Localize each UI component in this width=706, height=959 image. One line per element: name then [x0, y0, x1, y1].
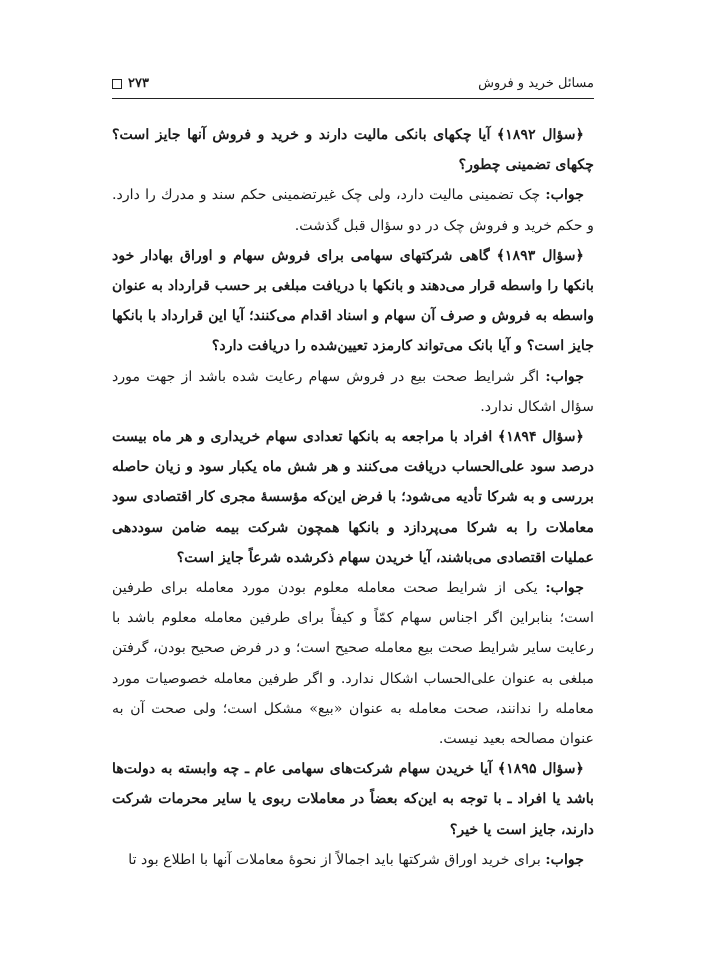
- answer-label: جواب:: [545, 187, 584, 204]
- answer-1893: [112, 362, 594, 422]
- answer-label: جواب:: [545, 368, 584, 385]
- answer-1893-text: اگر شرایط صحت بیع در فروش سهام رعایت شده باشد از جهت مورد سؤال اشکال ندارد.: [112, 368, 594, 415]
- question-1895: [112, 754, 594, 845]
- question-1892: [112, 120, 594, 180]
- page-number: [112, 76, 149, 91]
- question-1894: [112, 422, 594, 573]
- question-1894-text: ﴿سؤال ۱۸۹۴﴾ افراد با مراجعه به بانکها تعدادی سهام خریداری و هر ماه بیست درصد سود علی‌الحساب دریافت می‌کنند و هر شش ماه یکبار سود و زیان حاصله بررسی و به شرکا تأدیه می‌شود؛ با فرض این‌که مؤسسهٔ مجری کار اقتصادی سود معاملات را به شرکا می‌پردازد و بانکها همچون شرکت بیمه ضامن سوددهی عملیات اقتصادی می‌باشند، آیا خریدن سهام ذکرشده شرعاً جایز است؟: [112, 429, 594, 566]
- answer-1894: [112, 573, 594, 754]
- answer-1894-text: یکی از شرایط صحت معامله معلوم بودن مورد معامله برای طرفین است؛ بنابراین اگر اجناس سهام کمّاً و کیفاً برای طرفین معامله معلوم باشد با رعایت سایر شرایط صحت بیع معامله صحیح است؛ و در فرض صحیح بودن، گرفتن مبلغی به عنوان علی‌الحساب اشکال ندارد. و اگر طرفین معامله خصوصیات مورد معامله را ندانند، صحت معامله به عنوان «بیع» مشکل است؛ ولی صحت آن به عنوان مصالحه بعید نیست.: [112, 580, 594, 748]
- page-body: [112, 120, 594, 875]
- question-1893: [112, 241, 594, 362]
- question-1893-text: ﴿سؤال ۱۸۹۳﴾ گاهی شرکتهای سهامی برای فروش سهام و اوراق بهادار خود بانکها را واسطه قرار می‌دهند و بانکها با دریافت مبلغی بر حسب قرارداد به عنوان واسطه به فروش و صرف آن سهام و اسناد اقدام می‌کنند؛ آیا این قرارداد با بانکها جایز است؟ و آیا بانک می‌تواند کارمزد تعیین‌شده را دریافت دارد؟: [112, 247, 594, 355]
- page-header: [112, 76, 594, 99]
- running-title: مسائل خرید و فروش: [478, 76, 594, 91]
- answer-label: جواب:: [545, 580, 584, 597]
- square-icon: [112, 79, 122, 89]
- answer-1892: [112, 180, 594, 240]
- answer-1892-text: چک تضمینی مالیت دارد، ولی چک غیرتضمینی حکم سند و مدرك را دارد. و حکم خرید و فروش چک در دو سؤال قبل گذشت.: [112, 187, 594, 234]
- page-number-text: ۲۷۳: [128, 76, 149, 91]
- answer-label: جواب:: [545, 851, 584, 868]
- answer-1895: [112, 845, 594, 875]
- question-1892-text: ﴿سؤال ۱۸۹۲﴾ آیا چکهای بانکی مالیت دارند و خرید و فروش آنها جایز است؟ چکهای تضمینی چطور؟: [112, 127, 594, 174]
- question-1895-text: ﴿سؤال ۱۸۹۵﴾ آیا خریدن سهام شرکت‌های سهامی عام ـ چه وابسته به دولت‌ها باشد یا افراد ـ با توجه به این‌که بعضاً در معاملات ربوی یا سایر محرمات شرکت دارند، جایز است یا خیر؟: [112, 761, 594, 838]
- answer-1895-text: برای خرید اوراق شرکتها باید اجمالاً از نحوهٔ معاملات آنها با اطلاع بود تا: [128, 851, 546, 868]
